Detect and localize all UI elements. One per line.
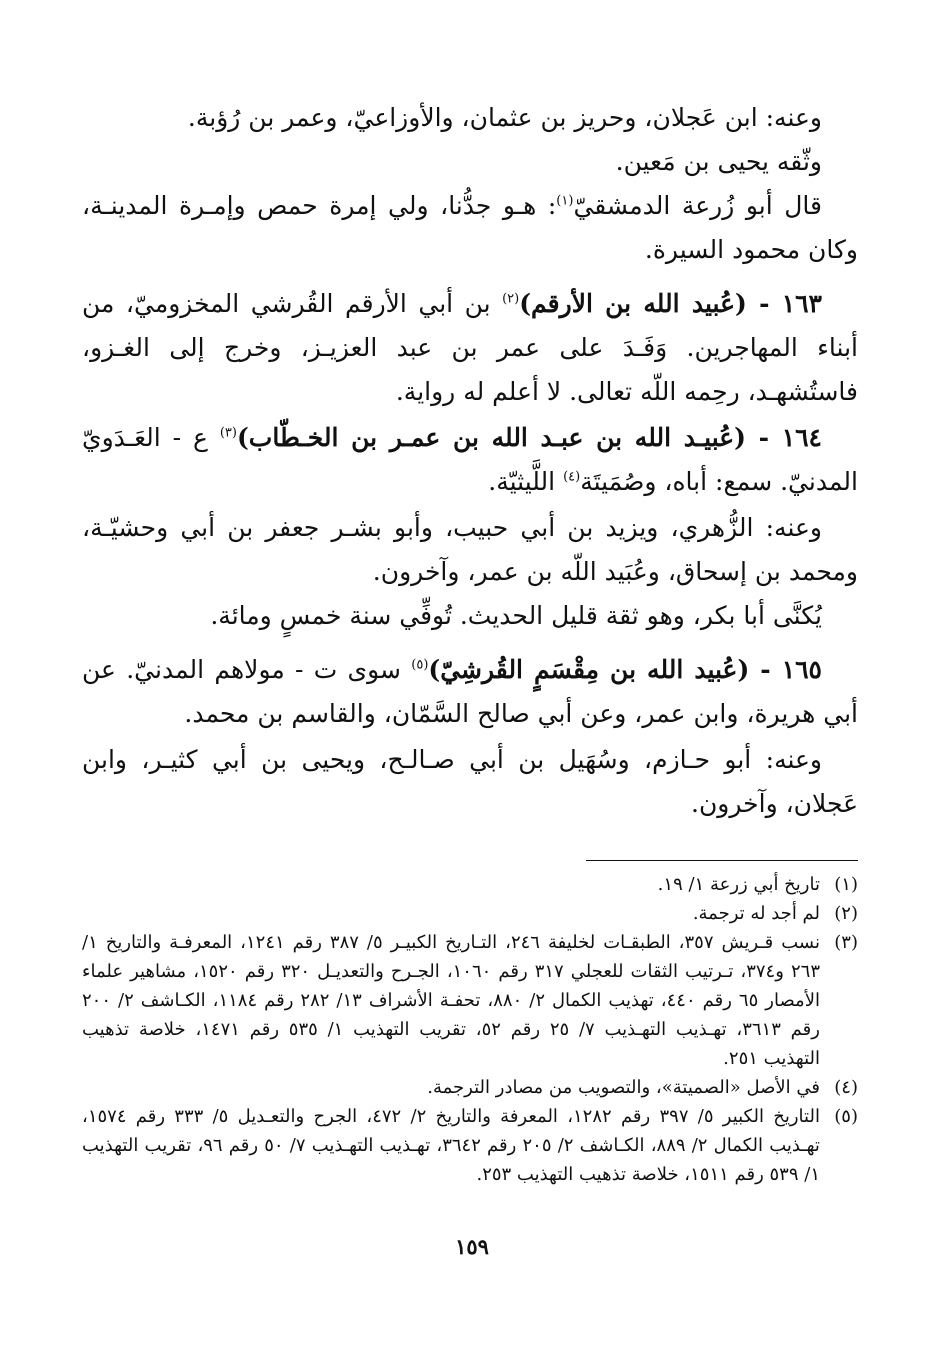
paragraph <box>82 96 858 140</box>
footnote <box>82 1073 858 1102</box>
footnote-ref: (٣) <box>219 425 237 441</box>
footnotes <box>82 870 858 1189</box>
text: وعنه: ابن عَجلان، وحريز بن عثمان، والأوزاعيّ، وعمر بن رُؤبة. <box>187 103 822 132</box>
footnote-text: التاريخ الكبير ٥/ ٣٩٧ رقم ١٢٨٢، المعرفة والتاريخ ٢/ ٤٧٢، الجرح والتعـديل ٥/ ٣٣٣ رقم ١٥٧٤، تهـذيب الكمال ٢/ ٨٨٩، الكـاشف ٢/ ٢٠٥ رقم ٣٦٤٢، تهـذيب التهـذيب ٧/ ٥٠ رقم ٩٦، تقريب التهذيب ١/ ٥٣٩ رقم ١٥١١، خلاصة تذهيب التهذيب ٢٥٣. <box>82 1106 820 1185</box>
text: وعنه: أبو حـازم، وسُهَيل بن أبي صـالـح، ويحيى بن أبي كثيـر، وابن عَجلان، وآخرون. <box>82 745 858 818</box>
text: سوى ت - مولاهم المدنيّ. عن أبي هريرة، وابن عمر، وعن أبي صالح السَّمّان، والقاسم بن محمد. <box>82 655 858 728</box>
footnote-number: (٣) <box>834 932 858 953</box>
paragraph <box>82 140 858 184</box>
footnote-divider <box>586 860 858 861</box>
footnote-text: لم أجد له ترجمة. <box>692 903 820 924</box>
footnote-ref: (٤) <box>563 469 581 485</box>
footnote <box>82 870 858 899</box>
text: قال أبو زُرعة الدمشقيّ <box>573 191 822 220</box>
footnote-number: (١) <box>834 874 858 895</box>
footnote <box>82 899 858 928</box>
text: وعنه: الزُّهري، ويزيد بن أبي حبيب، وأبو بشـر جعفر بن أبي وحشيّـة، ومحمد بن إسحاق، وعُبَيد اللّه بن عمر، وآخرون. <box>82 513 858 586</box>
footnote-text: نسب قـريش ٣٥٧، الطبقـات لخليفة ٢٤٦، التـاريخ الكبيـر ٥/ ٣٨٧ رقم ١٢٤١، المعرفـة والتاريخ ١/ ٢٦٣ و٣٧٤، تـرتيب الثقات للعجلي ٣١٧ رقم ١٠٦٠، الجـرح والتعديـل ٣٢٠ رقم ١٥٢٠، مشاهير علماء الأمصار ٦٥ رقم ٤٤٠، تهذيب الكمال ٢/ ٨٨٠، تحفـة الأشراف ١٣/ ٢٨٢ رقم ١١٨٤، الكـاشف ٢/ ٢٠٠ رقم ٣٦١٣، تهـذيب التهـذيب ٧/ ٢٥ رقم ٥٢، تقريب التهذيب ١/ ٥٣٥ رقم ١٤٧١، خلاصة تذهيب التهذيب ٢٥١. <box>82 932 821 1069</box>
text: بن أبي الأرقم القُرشي المخزوميّ، من أبناء المهاجرين. وَفَـدَ على عمر بن عبد العزيـز، وخرج إلى الغـزو، فاستُشهـد، رحِمه اللّه تعالى. لا أعلم له رواية. <box>82 289 858 406</box>
paragraph <box>82 738 858 826</box>
entry-heading: ١٦٣ - (عُبيد الله بن الأرقم) <box>519 289 822 318</box>
paragraph <box>82 506 858 594</box>
text: ع - العَـدَويّ المدنيّ. سمع: أباه، وصُمَيتَة <box>82 423 858 496</box>
text: : هـو جدُّنا، ولي إمرة حمص وإمـرة المدينـة، وكان محمود السيرة. <box>82 191 858 264</box>
entry-heading: ١٦٤ - (عُبيـد الله بن عبـد الله بن عمـر بن الخـطّاب) <box>236 423 822 452</box>
main-text <box>82 96 858 826</box>
text: وثّقه يحيى بن مَعين. <box>615 147 822 176</box>
footnote <box>82 928 858 1073</box>
footnote-number: (٤) <box>834 1077 858 1098</box>
footnote-ref: (١) <box>556 193 574 209</box>
footnote-ref: (٥) <box>411 657 429 673</box>
footnote-text: في الأصل «الصميتة»، والتصويب من مصادر الترجمة. <box>427 1077 820 1098</box>
entry-163 <box>82 282 858 414</box>
footnote <box>82 1102 858 1189</box>
page-number: ١٥٩ <box>455 1234 489 1259</box>
footnote-number: (٥) <box>834 1106 858 1127</box>
paragraph <box>82 594 858 638</box>
footnote-ref: (٢) <box>502 291 520 307</box>
entry-165 <box>82 648 858 736</box>
footnote-text: تاريخ أبي زرعة ١/ ١٩. <box>657 874 820 895</box>
text: اللَّيثيّة. <box>488 467 564 496</box>
footnote-number: (٢) <box>834 903 858 924</box>
entry-164 <box>82 416 858 504</box>
paragraph <box>82 184 858 272</box>
entry-heading: ١٦٥ - (عُبيد الله بن مِقْسَمٍ القُرشِيّ) <box>428 655 822 684</box>
text: يُكنَّى أبا بكر، وهو ثقة قليل الحديث. تُوفِّي سنة خمسٍ ومائة. <box>210 601 822 630</box>
